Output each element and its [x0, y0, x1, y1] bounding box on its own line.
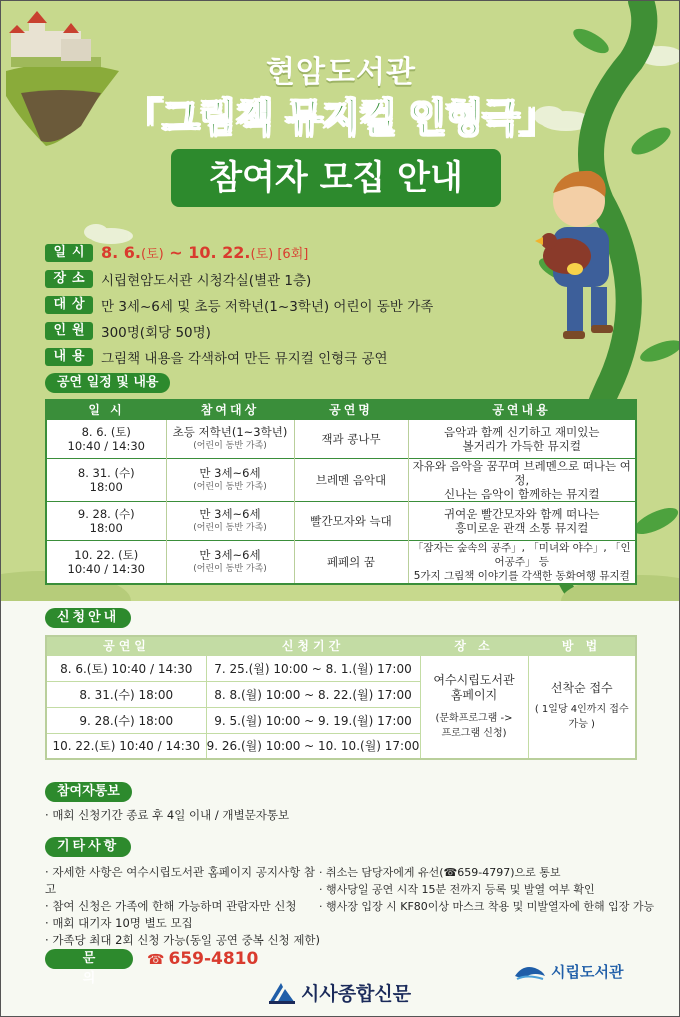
notify-heading: 참여자통보	[45, 782, 132, 802]
method-line: 선착순 접수	[550, 681, 613, 696]
schedule-col-date: 일 시	[46, 400, 166, 419]
info-people-value: 300명(회당 50명)	[101, 324, 211, 341]
show-time: 18:00	[89, 520, 123, 535]
desc-line: 5가지 그림책 이야기를 각색한 동화여행 뮤지컬	[413, 569, 630, 582]
schedule-date-cell	[46, 419, 166, 458]
info-date-row	[45, 241, 565, 264]
apply-period-cell: 7. 25.(월) 10:00 ~ 8. 1.(월) 17:00	[206, 655, 420, 681]
library-logo-text: 시립도서관	[551, 963, 624, 981]
notify-list	[45, 807, 289, 824]
date-end: 10. 22.	[188, 243, 251, 262]
show-date: 10. 22. (토)	[74, 547, 139, 562]
contact	[45, 949, 259, 986]
apply-period-cell: 8. 8.(월) 10:00 ~ 8. 22.(월) 17:00	[206, 681, 420, 707]
schedule-target-cell	[166, 540, 294, 584]
info-label-place: 장소	[45, 270, 93, 288]
info-content-row	[45, 345, 565, 368]
schedule-target-cell	[166, 458, 294, 501]
event-info	[45, 241, 565, 371]
schedule-title-cell: 잭과 콩나무	[294, 419, 408, 458]
table-row	[46, 458, 636, 501]
table-row	[46, 655, 636, 681]
date-start-dow: (토)	[141, 247, 164, 262]
info-date-value	[101, 243, 308, 262]
contact-label: 문의	[45, 949, 133, 969]
schedule-desc-cell	[408, 540, 636, 584]
list-item: · 행사장 입장 시 KF80이상 마스크 착용 및 미발열자에 한해 입장 가능	[319, 898, 659, 915]
target-note: (어린이 동반 가족)	[193, 440, 267, 451]
apply-method-cell	[528, 655, 636, 759]
apply-period-cell: 9. 26.(월) 10:00 ~ 10. 10.(월) 17:00	[206, 733, 420, 759]
apply-col-method: 방 법	[528, 636, 636, 655]
table-row	[46, 501, 636, 540]
info-label-content: 내용	[45, 348, 93, 366]
schedule-col-target: 참여대상	[166, 400, 294, 419]
place-line: 여수시립도서관	[433, 672, 515, 687]
schedule-date-cell	[46, 501, 166, 540]
target-note: (어린이 동반 가족)	[193, 563, 267, 574]
schedule-desc-cell	[408, 419, 636, 458]
place-line: (문화프로그램 ->	[435, 712, 513, 724]
list-item: · 가족당 최대 2회 신청 가능(동일 공연 중복 신청 제한)	[45, 932, 325, 949]
info-people-row	[45, 319, 565, 342]
schedule-heading: 공연 일정 및 내용	[45, 373, 170, 393]
apply-header-row	[46, 636, 636, 655]
show-time: 10:40 / 14:30	[67, 561, 145, 576]
schedule-target-cell	[166, 501, 294, 540]
schedule-desc-cell	[408, 501, 636, 540]
place-line: 프로그램 신청)	[441, 727, 507, 739]
date-sep: ~	[163, 243, 189, 262]
info-target-value: 만 3세~6세 및 초등 저학년(1~3학년) 어린이 동반 가족	[101, 298, 434, 315]
apply-place-cell	[420, 655, 528, 759]
desc-line: 신나는 음악이 함께하는 뮤지컬	[444, 486, 600, 501]
show-date: 8. 31. (수)	[77, 465, 135, 480]
show-date: 8. 6. (토)	[81, 424, 131, 439]
show-date: 9. 28. (수)	[77, 506, 135, 521]
desc-line: 음악과 함께 신기하고 재미있는	[444, 424, 600, 439]
apply-heading: 신청안내	[45, 608, 131, 628]
news-logo	[267, 979, 411, 1006]
date-count: [6회]	[273, 247, 309, 262]
schedule-table	[45, 399, 637, 585]
apply-period-cell: 9. 5.(월) 10:00 ~ 9. 19.(월) 17:00	[206, 707, 420, 733]
target-note: (어린이 동반 가족)	[193, 481, 267, 492]
library-name: 현암도서관	[266, 55, 416, 90]
apply-col-place: 장 소	[420, 636, 528, 655]
desc-line: 자유와 음악을 꿈꾸며 브레멘으로 떠나는 여정,	[412, 458, 631, 487]
desc-line: 「잠자는 숲속의 공주」, 「미녀와 야수」, 「인어공주」 등	[412, 541, 631, 568]
apply-show-cell: 8. 31.(수) 18:00	[46, 681, 206, 707]
date-start: 8. 6.	[101, 243, 141, 262]
apply-show-cell: 10. 22.(토) 10:40 / 14:30	[46, 733, 206, 759]
list-item: · 매회 신청기간 종료 후 4일 이내 / 개별문자통보	[45, 807, 289, 824]
target-text: 만 3세~6세	[199, 506, 261, 521]
target-text: 만 3세~6세	[199, 547, 261, 562]
etc-list-left	[45, 864, 325, 949]
apply-col-period: 신청기간	[206, 636, 420, 655]
desc-line: 흥미로운 관객 소통 뮤지컬	[455, 520, 589, 535]
list-item: · 취소는 담당자에게 유선(☎659-4797)으로 통보	[319, 864, 659, 881]
event-title: 「그림책 뮤지컬 인형극」	[124, 96, 558, 140]
schedule-header-row	[46, 400, 636, 419]
table-row	[46, 419, 636, 458]
show-time: 18:00	[89, 479, 123, 494]
place-line: 홈페이지	[450, 687, 498, 702]
etc-list-right	[319, 864, 659, 915]
table-row	[46, 540, 636, 584]
phone-number: 659-4810	[168, 949, 259, 969]
schedule-col-desc: 공연내용	[408, 400, 636, 419]
phone-icon: ☎	[147, 952, 165, 968]
info-place-value: 시립현암도서관 시청각실(별관 1층)	[101, 272, 312, 289]
target-note: (어린이 동반 가족)	[193, 522, 267, 533]
list-item: · 자세한 사항은 여수시립도서관 홈페이지 공지사항 참고	[45, 864, 325, 898]
schedule-date-cell	[46, 540, 166, 584]
apply-show-cell: 9. 28.(수) 18:00	[46, 707, 206, 733]
schedule-desc-cell	[408, 458, 636, 501]
list-item: · 매회 대기자 10명 별도 모집	[45, 915, 325, 932]
method-line: ( 1일당 4인까지 접수 가능 )	[534, 704, 629, 731]
apply-table	[45, 635, 637, 760]
date-end-dow: (토)	[250, 247, 274, 262]
info-content-value: 그림책 내용을 각색하여 만든 뮤지컬 인형극 공연	[101, 350, 388, 367]
show-time: 10:40 / 14:30	[67, 438, 145, 453]
schedule-target-cell	[166, 419, 294, 458]
info-label-people: 인원	[45, 322, 93, 340]
info-label-date: 일시	[45, 244, 93, 262]
schedule-title-cell: 빨간모자와 늑대	[294, 501, 408, 540]
list-item: · 행사당일 공연 시작 15분 전까지 등록 및 발열 여부 확인	[319, 881, 659, 898]
library-logo	[513, 961, 623, 982]
apply-col-show: 공연일	[46, 636, 206, 655]
schedule-col-title: 공연명	[294, 400, 408, 419]
info-target-row	[45, 293, 565, 316]
target-text: 만 3세~6세	[199, 465, 261, 480]
target-text: 초등 저학년(1~3학년)	[172, 424, 288, 439]
desc-line: 귀여운 빨간모자와 함께 떠나는	[444, 506, 600, 521]
schedule-title-cell: 브레멘 음악대	[294, 458, 408, 501]
recruit-subtitle: 참여자 모집 안내	[171, 149, 501, 207]
news-logo-icon	[267, 981, 297, 1005]
schedule-title-cell: 페페의 꿈	[294, 540, 408, 584]
list-item: · 참여 신청은 가족에 한해 가능하며 관람자만 신청	[45, 898, 325, 915]
apply-show-cell: 8. 6.(토) 10:40 / 14:30	[46, 655, 206, 681]
news-logo-text: 시사종합신문	[301, 983, 412, 1005]
contact-phone	[147, 949, 258, 969]
info-label-target: 대상	[45, 296, 93, 314]
library-logo-icon	[513, 962, 547, 982]
desc-line: 볼거리가 가득한 뮤지컬	[462, 438, 581, 453]
etc-heading: 기타사항	[45, 837, 131, 857]
info-place-row	[45, 267, 565, 290]
schedule-date-cell	[46, 458, 166, 501]
